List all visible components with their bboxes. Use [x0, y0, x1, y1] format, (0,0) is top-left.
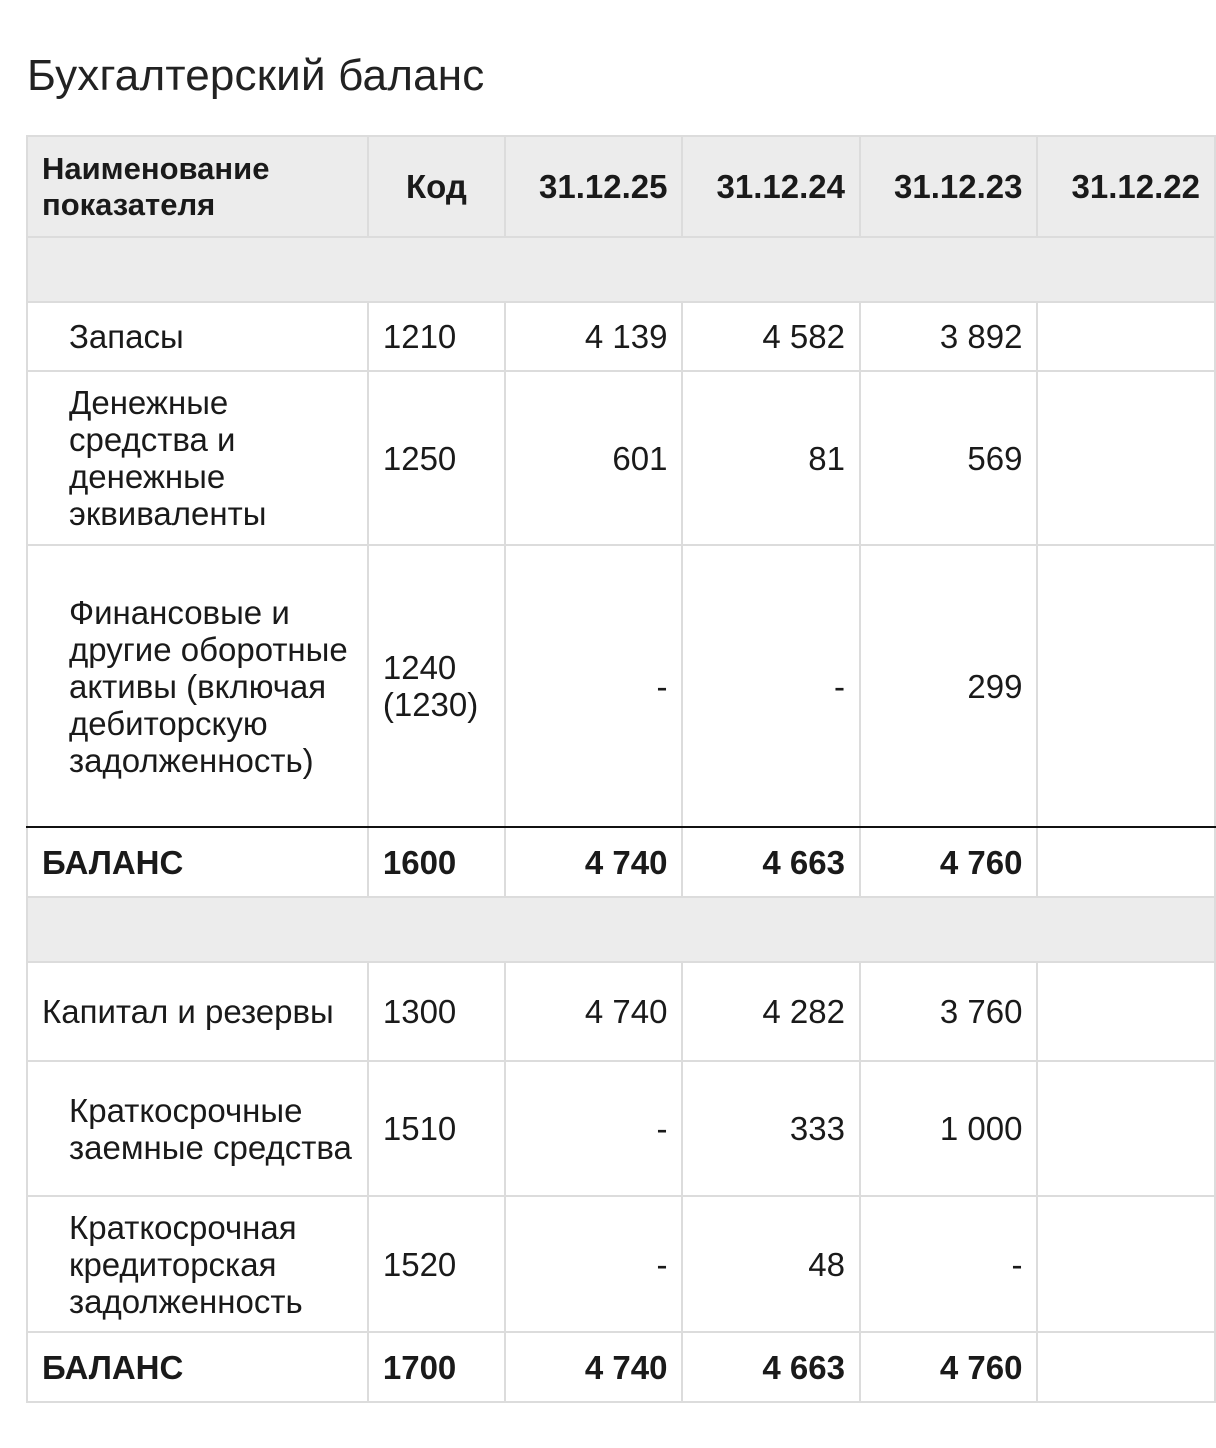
row-value [1037, 371, 1215, 545]
column-header-period: 31.12.22 [1037, 136, 1215, 237]
balance-table-container[interactable] [26, 135, 1200, 1425]
row-value: 4 139 [505, 302, 682, 371]
row-label: Финансовые и другие оборотные активы (включая дебиторскую задолженность) [27, 545, 368, 827]
row-value [1037, 962, 1215, 1061]
table-row [27, 962, 1215, 1061]
row-value [1037, 302, 1215, 371]
row-label: Запасы [27, 302, 368, 371]
row-value: 4 740 [505, 1332, 682, 1402]
table-header-row [27, 136, 1215, 237]
row-value: 4 740 [505, 962, 682, 1061]
row-value: - [505, 545, 682, 827]
row-value: 4 760 [860, 827, 1037, 897]
row-value: 4 663 [682, 827, 859, 897]
row-value: - [505, 1196, 682, 1332]
row-value: 1 000 [860, 1061, 1037, 1196]
column-header-period: 31.12.24 [682, 136, 859, 237]
row-value: 4 582 [682, 302, 859, 371]
row-value: - [860, 1196, 1037, 1332]
row-value: 333 [682, 1061, 859, 1196]
row-value: - [505, 1061, 682, 1196]
column-header-name: Наименование показателя [27, 136, 368, 237]
row-value [1037, 1332, 1215, 1402]
row-code: 1510 [368, 1061, 505, 1196]
row-value: 4 760 [860, 1332, 1037, 1402]
row-value [1037, 545, 1215, 827]
column-header-period: 31.12.23 [860, 136, 1037, 237]
row-value [1037, 1061, 1215, 1196]
row-code: 1240 (1230) [368, 545, 505, 827]
table-row [27, 545, 1215, 827]
table-row [27, 371, 1215, 545]
table-row [27, 302, 1215, 371]
section-divider-liabilities [27, 897, 1215, 962]
row-value: 299 [860, 545, 1037, 827]
row-code: 1300 [368, 962, 505, 1061]
row-value [1037, 1196, 1215, 1332]
row-value: 48 [682, 1196, 859, 1332]
row-label: Краткосрочная кредиторская задолженность [27, 1196, 368, 1332]
table-row [27, 1061, 1215, 1196]
row-label: Капитал и резервы [27, 962, 368, 1061]
row-value: 3 892 [860, 302, 1037, 371]
row-value: 4 282 [682, 962, 859, 1061]
table-row [27, 1196, 1215, 1332]
section-divider-cell [27, 897, 1215, 962]
row-code: 1600 [368, 827, 505, 897]
column-header-period: 31.12.25 [505, 136, 682, 237]
row-code: 1520 [368, 1196, 505, 1332]
row-value: - [682, 545, 859, 827]
row-label: Краткосрочные заемные средства [27, 1061, 368, 1196]
table-row-total-liabilities [27, 1332, 1215, 1402]
row-value: 4 740 [505, 827, 682, 897]
row-label: БАЛАНС [27, 1332, 368, 1402]
row-code: 1700 [368, 1332, 505, 1402]
row-value: 601 [505, 371, 682, 545]
row-value: 3 760 [860, 962, 1037, 1061]
row-label: Денежные средства и денежные эквиваленты [27, 371, 368, 545]
page-title: Бухгалтерский баланс [27, 51, 485, 100]
row-value [1037, 827, 1215, 897]
balance-table [26, 135, 1216, 1403]
row-label: БАЛАНС [27, 827, 368, 897]
table-row-total-assets [27, 827, 1215, 897]
section-divider-assets [27, 237, 1215, 302]
row-code: 1250 [368, 371, 505, 545]
row-value: 569 [860, 371, 1037, 545]
row-code: 1210 [368, 302, 505, 371]
section-divider-cell [27, 237, 1215, 302]
row-value: 4 663 [682, 1332, 859, 1402]
row-value: 81 [682, 371, 859, 545]
column-header-code: Код [368, 136, 505, 237]
